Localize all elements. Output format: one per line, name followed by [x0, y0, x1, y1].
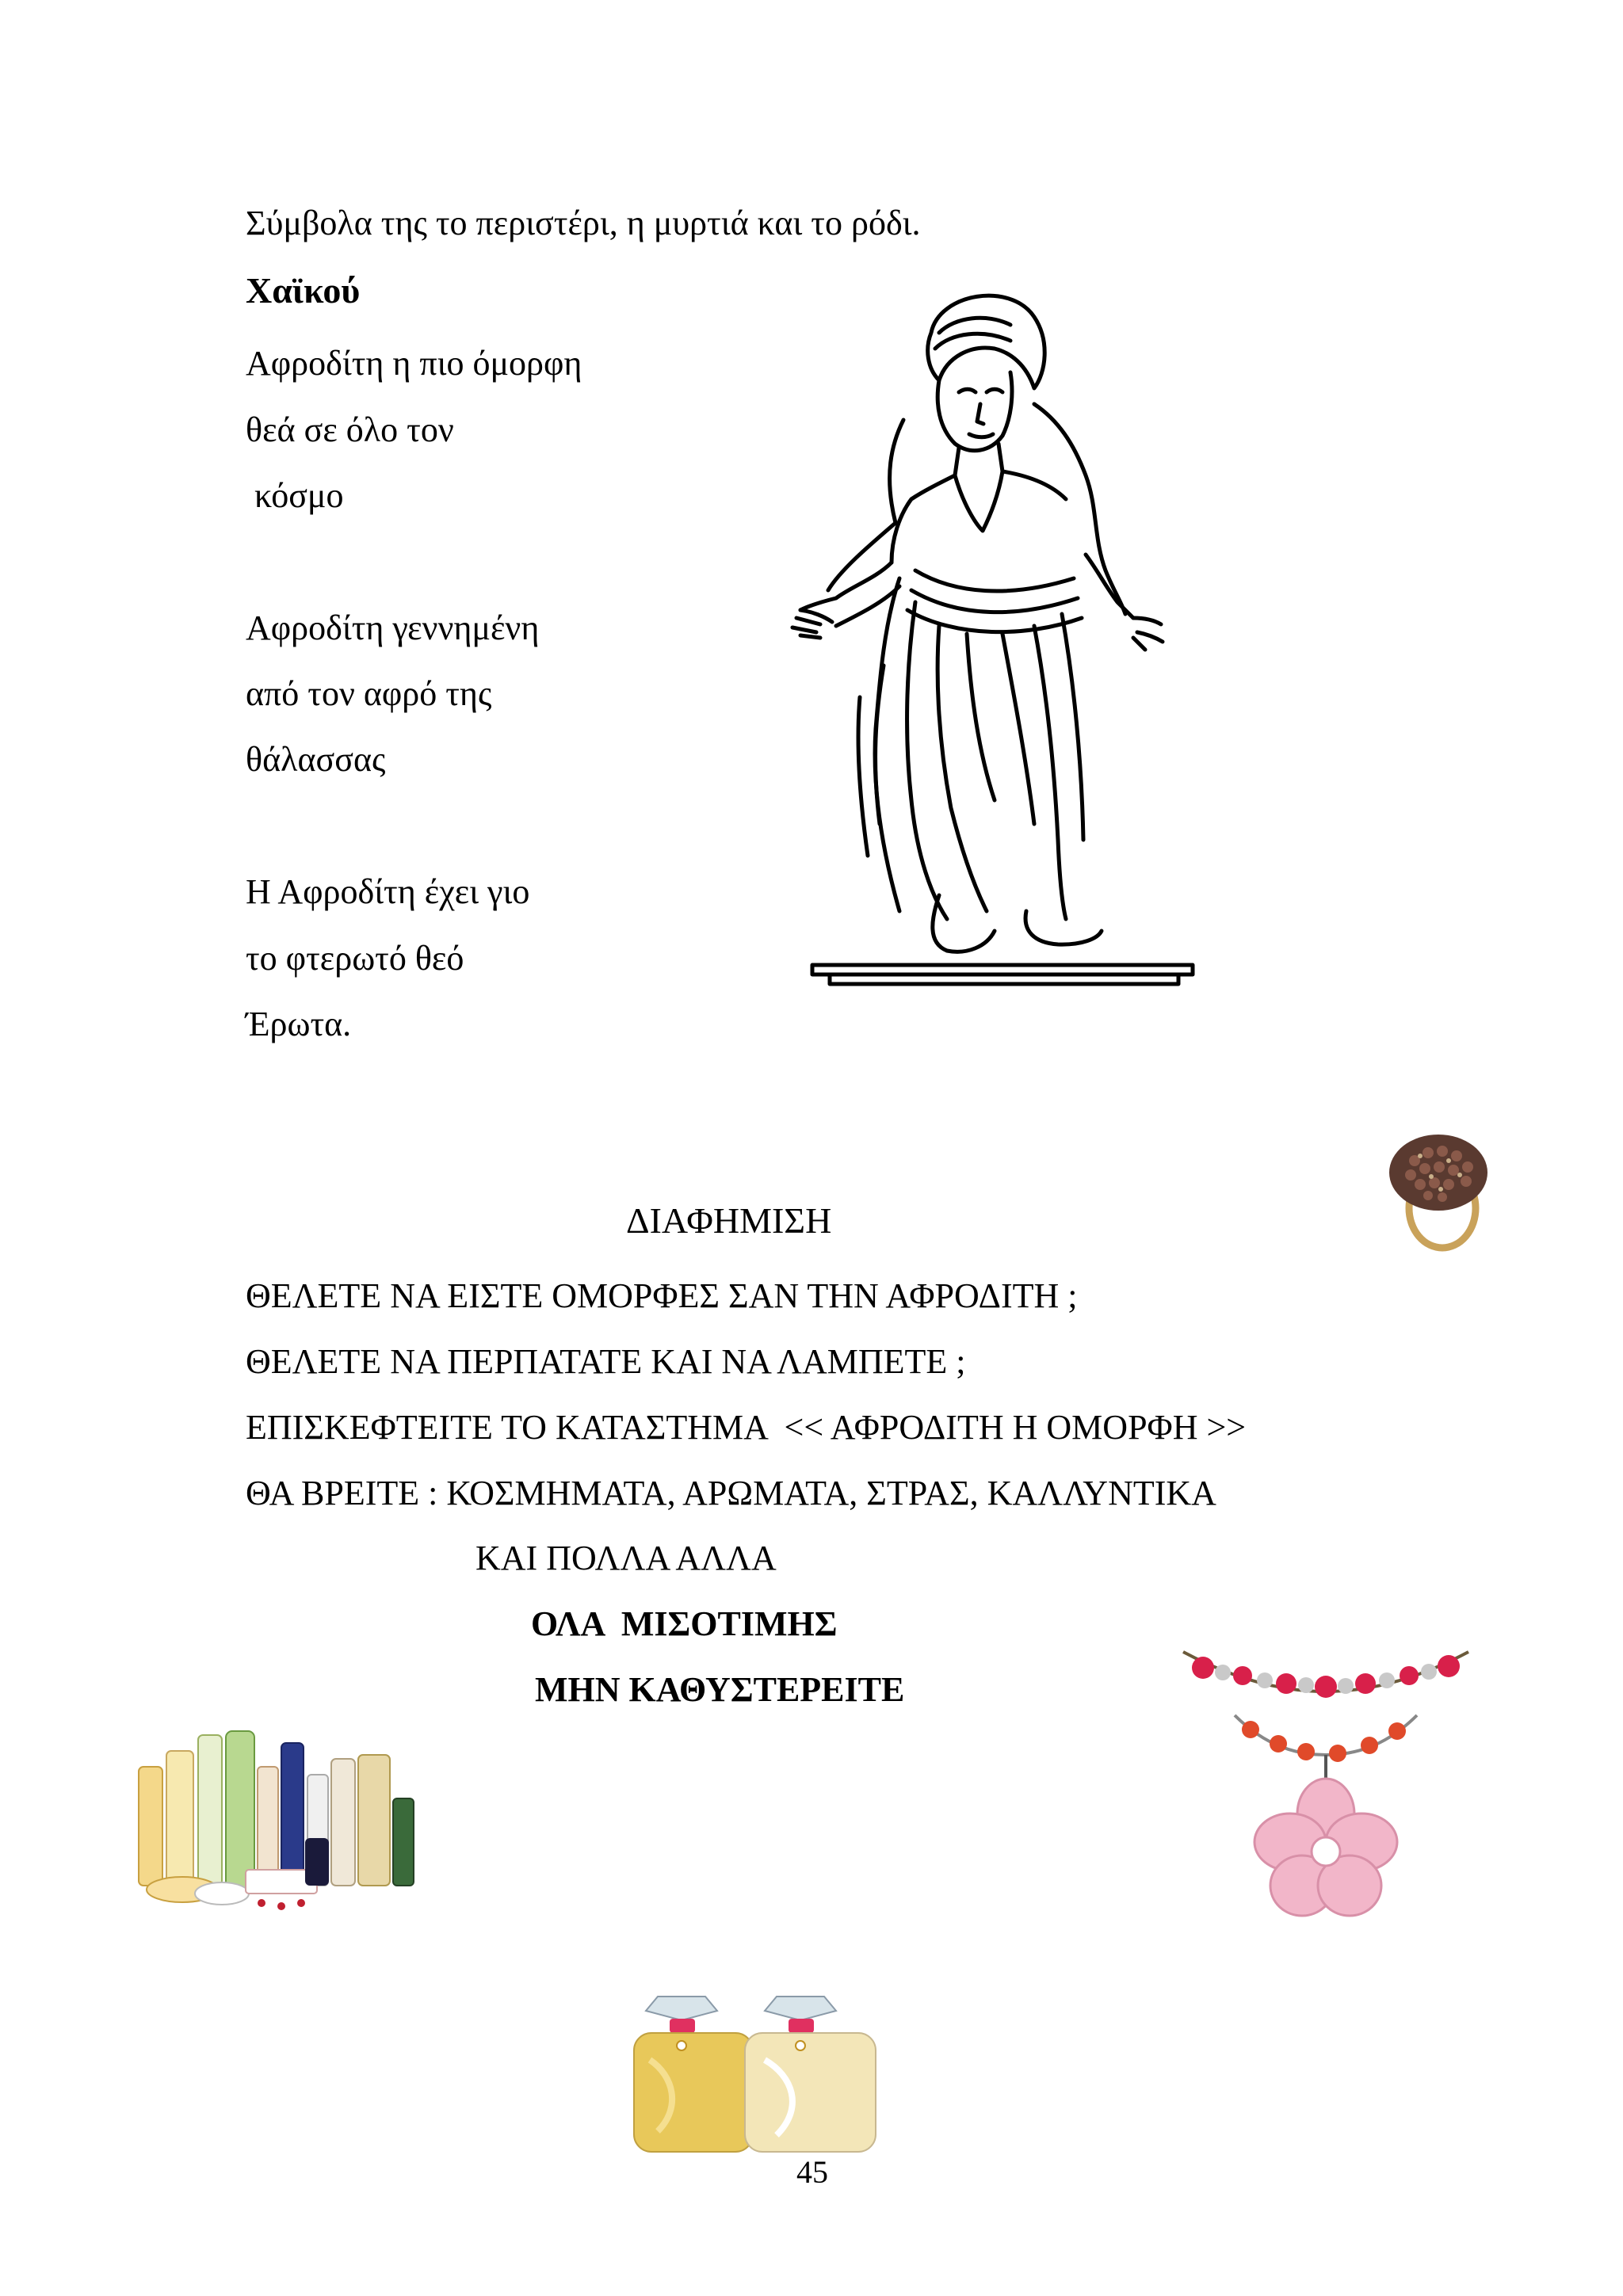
haiku-line: Έρωτα. [246, 1005, 352, 1043]
haiku-line: Αφροδίτη γεννημένη [246, 608, 540, 647]
haiku-line: από τον αφρό της [246, 674, 492, 713]
advert-tagline: ΟΛΑ ΜΙΣΟΤΙΜΗΣ [531, 1604, 838, 1643]
aphrodite-statue-illustration [773, 285, 1232, 990]
advert-line: ΕΠΙΣΚΕΦΤΕΙΤΕ ΤΟ ΚΑΤΑΣΤΗΜΑ << ΑΦΡΟΔΙΤΗ Η ΟΜΟΡΦΗ >> [246, 1408, 1247, 1447]
haiku-title: Χαϊκού [246, 270, 361, 311]
haiku-line: Αφροδίτη η πιο όμορφη [246, 344, 582, 383]
intro-line: Σύμβολα της το περιστέρι, η μυρτιά και το ρόδι. [246, 204, 921, 242]
advert-line: ΘΑ ΒΡΕΙΤΕ : ΚΟΣΜΗΜΑΤΑ, ΑΡΩΜΑΤΑ, ΣΤΡΑΣ, ΚΑΛΛΥΝΤΙΚΑ [246, 1474, 1216, 1512]
haiku-line: θάλασσας [246, 740, 386, 779]
page-number: 45 [796, 2154, 828, 2190]
advert-title: ΔΙΑΦΗΜΙΣΗ [626, 1200, 832, 1241]
cosmetics-illustration [127, 1719, 444, 1917]
ring-illustration [1379, 1105, 1498, 1272]
advert-line: ΘΕΛΕΤΕ ΝΑ ΠΕΡΠΑΤΑΤΕ ΚΑΙ ΝΑ ΛΑΜΠΕΤΕ ; [246, 1342, 966, 1381]
necklace-illustration [1179, 1636, 1472, 1929]
haiku-line: κόσμο [246, 476, 344, 515]
haiku-line: το φτερωτό θεό [246, 939, 464, 978]
advert-tagline: ΜΗΝ ΚΑΘΥΣΤΕΡΕΙΤΕ [535, 1670, 905, 1709]
advert-line: ΘΕΛΕΤΕ ΝΑ ΕΙΣΤΕ ΟΜΟΡΦΕΣ ΣΑΝ ΤΗΝ ΑΦΡΟΔΙΤΗ ; [246, 1276, 1078, 1315]
advert-line: ΚΑΙ ΠΟΛΛΑ ΑΛΛΑ [475, 1539, 777, 1577]
haiku-line: θεά σε όλο τον [246, 410, 454, 449]
haiku-line: Η Αφροδίτη έχει γιο [246, 872, 530, 911]
perfume-bottles-illustration [626, 1989, 888, 2163]
